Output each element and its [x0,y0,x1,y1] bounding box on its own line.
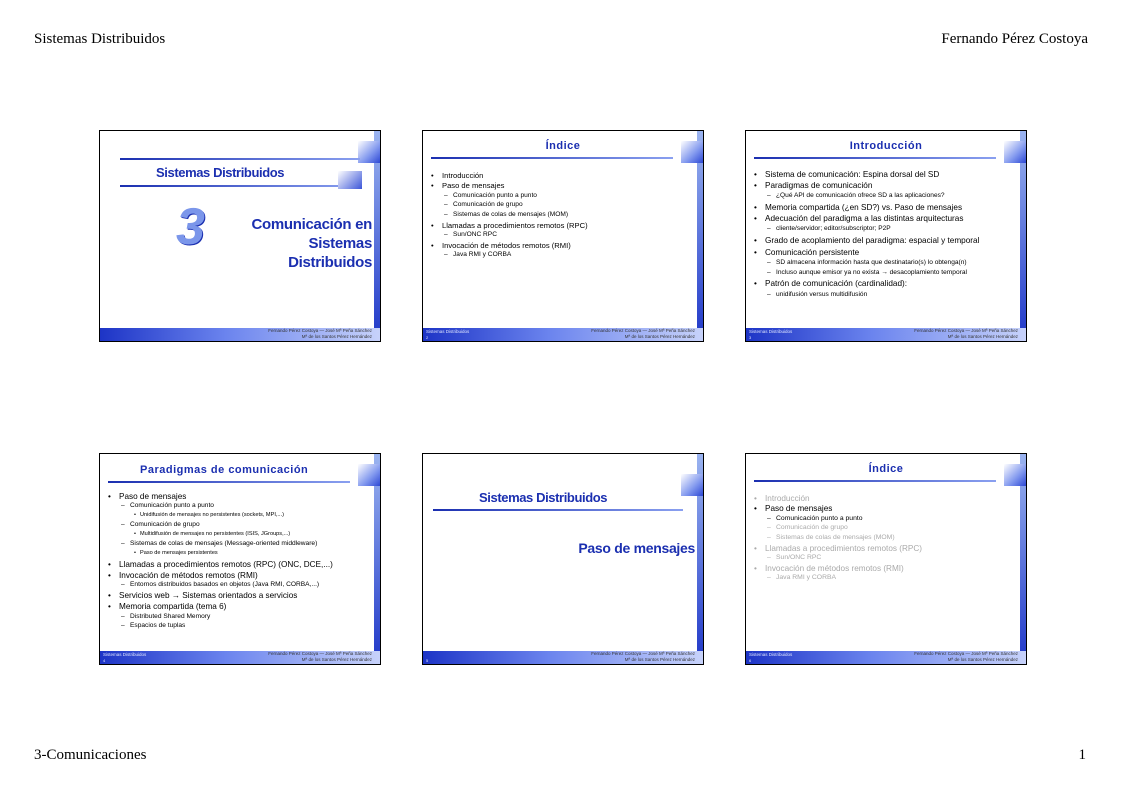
list-item: – Espacios de tuplas [108,621,370,631]
slide-footer-subject: Sistemas Distribuidos [749,329,793,334]
list-item: – unidifusión versus multidifusión [754,290,1016,300]
list-item: – Comunicación punto a punto [754,514,1016,523]
page-footer-left: 3-Comunicaciones [34,747,147,763]
list-item: • Comunicación persistente [754,248,1016,258]
title-line: Comunicación en [251,216,372,233]
author-line: Fernando Pérez Costoya — José Mª Peña Sánchez [914,651,1018,656]
list-item: – Comunicación de grupo [431,200,693,209]
title-rule [754,157,996,159]
page-header-left: Sistemas Distribuidos [34,31,166,47]
author-line: Fernando Pérez Costoya — José Mª Peña Sánchez [591,328,695,333]
slide-footer-authors [268,328,372,340]
slide-footer [100,328,380,341]
title-line: Sistemas [308,235,372,252]
list-item: • Memoria compartida (tema 6) [108,602,370,612]
list-item: • Unidifusión de mensajes no persistentes (sockets, MPI,...) [108,511,370,521]
list-item: – Java RMI y CORBA [754,573,1016,582]
list-item: – SD almacena información hasta que destinatario(s) lo obtenga(n) [754,258,1016,268]
title-rule [108,481,350,483]
list-item: – Sun/ONC RPC [431,230,693,239]
author-line: Fernando Pérez Costoya — José Mª Peña Sánchez [591,651,695,656]
list-item: • Paso de mensajes persistentes [108,549,370,559]
list-item: – Sistemas de colas de mensajes (Message-oriented middleware) [108,539,370,549]
slide-footer [100,651,380,664]
bullet-list [108,490,370,631]
slide-title: Paradigmas de comunicación [140,464,309,476]
list-item: – Java RMI y CORBA [431,250,693,259]
list-item: – Sistemas de colas de mensajes (MOM) [431,210,693,219]
list-item: • Paso de mensajes [431,181,693,190]
title-line: Distribuidos [288,254,372,271]
list-item: • Paso de mensajes [754,504,1016,513]
slide-footer-subject: Sistemas Distribuidos [103,652,147,657]
slide-footer-authors [591,651,695,663]
list-item: – Comunicación punto a punto [431,191,693,200]
author-line: Mª de los Santos Pérez Hernández [301,334,372,339]
list-item: • Paradigmas de comunicación [754,181,1016,191]
list-item: – Comunicación de grupo [108,520,370,530]
list-item: • Adecuación del paradigma a las distintas arquitecturas [754,214,1016,224]
list-item: – Entornos distribuidos basados en objetos (Java RMI, CORBA,...) [108,580,370,590]
slide-subject: Sistemas Distribuidos [156,165,285,180]
bullet-list [754,168,1016,300]
slide-footer-authors [591,328,695,340]
slide-4 [99,453,381,665]
author-line: Mª de los Santos Pérez Hernández [301,657,372,662]
slide-title: Paso de mensajes [578,540,695,556]
slide-footer-subject: Sistemas Distribuidos [749,652,793,657]
list-item: – Distributed Shared Memory [108,612,370,622]
list-item: – Sun/ONC RPC [754,553,1016,562]
list-item: • Grado de acoplamiento del paradigma: espacial y temporal [754,236,1016,246]
title-rule [433,509,683,511]
slide-title: Introducción [849,140,923,152]
slide-number: 6 [749,658,752,663]
list-item: • Memoria compartida (¿en SD?) vs. Paso de mensajes [754,203,1016,213]
slide-title [251,215,372,272]
slide-title: Índice [868,463,904,475]
slide-1 [99,130,381,342]
page-number: 1 [1078,747,1086,763]
author-line: Fernando Pérez Costoya — José Mª Peña Sánchez [268,328,372,333]
list-item: • Patrón de comunicación (cardinalidad): [754,279,1016,289]
list-item: – ¿Qué API de comunicación ofrece SD a las aplicaciones? [754,191,1016,201]
slide-number: 5 [426,658,429,663]
list-item: • Paso de mensajes [108,492,370,502]
slide-5 [422,453,704,665]
slide-corner-decoration [338,171,362,189]
slide-3 [745,130,1027,342]
bullet-list [754,492,1016,583]
slide-footer-authors [914,651,1018,663]
list-item: • Llamadas a procedimientos remotos (RPC) (ONC, DCE,...) [108,560,370,570]
slide-6 [745,453,1027,665]
list-item: – Comunicación punto a punto [108,501,370,511]
slide-footer [746,651,1026,664]
list-item: • Introducción [431,171,693,180]
slide-2 [422,130,704,342]
slide-footer-subject: Sistemas Distribuidos [426,329,470,334]
title-rule [120,158,360,160]
list-item: • Invocación de métodos remotos (RMI) [431,241,693,250]
slide-corner-decoration [681,474,703,496]
list-item: – cliente/servidor; editor/subscriptor; P2P [754,224,1016,234]
list-item: • Llamadas a procedimientos remotos (RPC) [754,544,1016,553]
author-line: Fernando Pérez Costoya — José Mª Peña Sánchez [914,328,1018,333]
slide-number: 4 [103,658,106,663]
author-line: Mª de los Santos Pérez Hernández [947,657,1018,662]
list-item: – Sistemas de colas de mensajes (MOM) [754,533,1016,542]
list-item: – Comunicación de grupo [754,523,1016,532]
slide-footer [746,328,1026,341]
list-item: • Invocación de métodos remotos (RMI) [754,564,1016,573]
chapter-number: 3 [176,198,205,256]
author-line: Fernando Pérez Costoya — José Mª Peña Sánchez [268,651,372,656]
title-rule [431,157,673,159]
slide-footer-authors [914,328,1018,340]
slide-subject: Sistemas Distribuidos [479,490,608,505]
slide-footer [423,328,703,341]
slide-number: 2 [426,335,429,340]
slide-corner-decoration [358,141,380,163]
list-item: • Invocación de métodos remotos (RMI) [108,571,370,581]
list-item: • Introducción [754,494,1016,503]
author-line: Mª de los Santos Pérez Hernández [624,334,695,339]
author-line: Mª de los Santos Pérez Hernández [624,657,695,662]
slide-title: Índice [545,140,581,152]
bullet-list [431,169,693,260]
author-line: Mª de los Santos Pérez Hernández [947,334,1018,339]
list-item: • Sistema de comunicación: Espina dorsal del SD [754,170,1016,180]
title-rule [120,185,360,187]
title-rule [754,480,996,482]
slide-number: 3 [749,335,752,340]
slide-footer-authors [268,651,372,663]
list-item: – Incluso aunque emisor ya no exista → desacoplamiento temporal [754,268,1016,278]
list-item: • Multidifusión de mensajes no persistentes (ISIS, JGroups,...) [108,530,370,540]
slide-footer [423,651,703,664]
list-item: • Llamadas a procedimientos remotos (RPC) [431,221,693,230]
page-header-right: Fernando Pérez Costoya [941,31,1088,47]
list-item: • Servicios web → Sistemas orientados a servicios [108,591,370,601]
